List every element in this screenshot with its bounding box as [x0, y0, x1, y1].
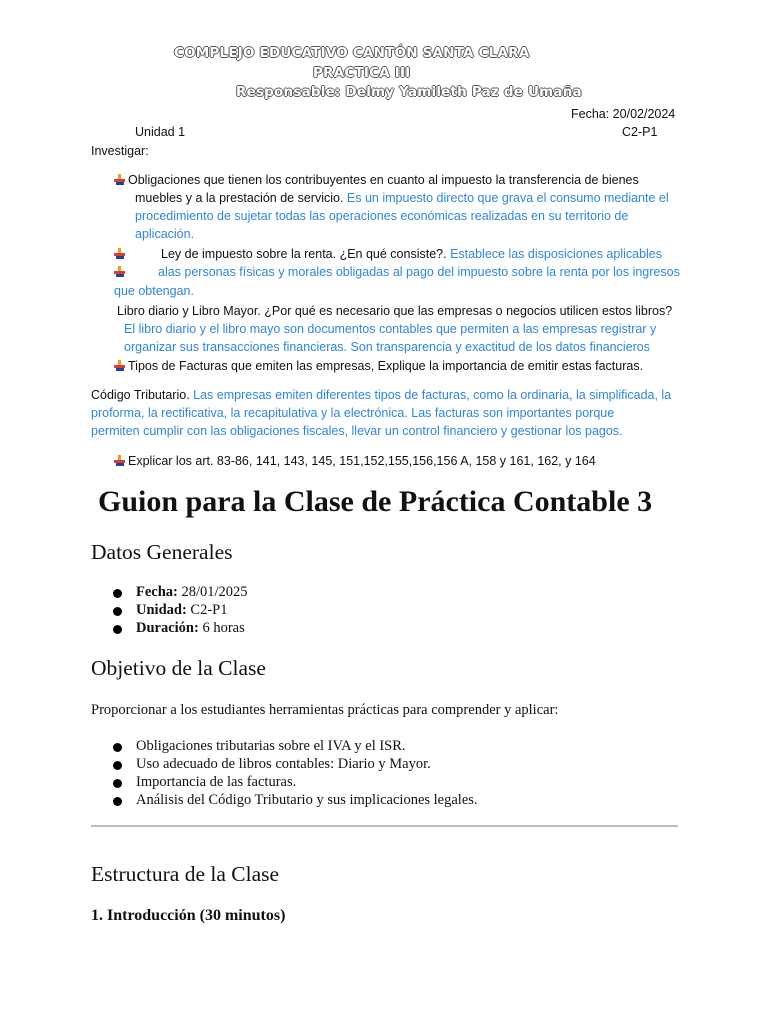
codigo-tributario-line1: Código Tributario. Las empresas emiten diferentes tipos de facturas, como la ordinaria, la simplificada, la — [91, 388, 672, 402]
item-renta — [114, 245, 128, 263]
answer-libros-line2: organizar sus transacciones financieras. Son transparencia y exactitud de los datos financieros — [124, 340, 650, 354]
codigo-tributario-line2: proforma, la rectificativa, la recapitulativa y la electrónica. Las facturas son importantes porque — [91, 406, 615, 420]
objetivos-list — [91, 737, 478, 809]
horizontal-divider — [91, 825, 678, 827]
item-renta-bullet2 — [114, 263, 128, 281]
practice-title: PRACTICA III — [313, 65, 411, 81]
item-renta-question: Ley de impuesto sobre la renta. ¿En qué consiste?. Establece las disposiciones aplicables — [161, 247, 663, 261]
list-item: Duración: 6 horas — [91, 619, 248, 637]
answer-libros-line1: El libro diario y el libro mayo son documentos contables que permiten a las empresas registrar y — [124, 322, 657, 336]
bullet-dot-icon — [113, 625, 122, 634]
responsible-line: Responsable: Delmy Yamileth Paz de Umaña — [236, 84, 582, 100]
list-item: Unidad: C2-P1 — [91, 601, 248, 619]
answer-obligaciones-line3: procedimiento de sujetar todas las operaciones económicas realizadas en su territorio de — [135, 209, 629, 223]
item-libros-question: Libro diario y Libro Mayor. ¿Por qué es necesario que las empresas o negocios utilicen estos libros? — [117, 304, 673, 318]
objetivo-text: Proporcionar a los estudiantes herramientas prácticas para comprender y aplicar: — [91, 702, 559, 718]
unit-label: Unidad 1 — [135, 125, 186, 139]
list-item: Análisis del Código Tributario y sus implicaciones legales. — [91, 791, 478, 809]
bullet-dot-icon — [113, 589, 122, 598]
item-obligaciones: Obligaciones que tienen los contribuyentes en cuanto al impuesto la transferencia de bienes — [114, 171, 639, 189]
codigo-tributario-line3: permiten cumplir con las obligaciones fiscales, llevar un control financiero y gestionar los pagos. — [91, 424, 623, 438]
bullet-flag-icon — [114, 248, 125, 259]
investigar-label: Investigar: — [91, 144, 149, 158]
bullet-dot-icon — [113, 761, 122, 770]
list-item: Obligaciones tributarias sobre el IVA y el ISR. — [91, 737, 478, 755]
answer-renta-line3: que obtengan. — [114, 284, 194, 298]
list-item: Importancia de las facturas. — [91, 773, 478, 791]
datos-heading: Datos Generales — [91, 540, 233, 564]
bullet-flag-icon — [114, 266, 125, 277]
answer-renta-line2: alas personas físicas y morales obligadas al pago del impuesto sobre la renta por los ingresos — [158, 265, 680, 279]
bullet-flag-icon — [114, 174, 125, 185]
bullet-flag-icon — [114, 360, 125, 371]
bullet-flag-icon — [114, 455, 125, 466]
list-item: Fecha: 28/01/2025 — [91, 583, 248, 601]
objetivo-heading: Objetivo de la Clase — [91, 656, 266, 680]
bullet-dot-icon — [113, 779, 122, 788]
bullet-dot-icon — [113, 743, 122, 752]
intro-heading: 1. Introducción (30 minutos) — [91, 907, 286, 924]
list-item: Uso adecuado de libros contables: Diario y Mayor. — [91, 755, 478, 773]
estructura-heading: Estructura de la Clase — [91, 862, 280, 886]
bullet-dot-icon — [113, 607, 122, 616]
datos-list — [91, 583, 248, 637]
code-label: C2-P1 — [622, 125, 658, 139]
item-obligaciones-line2: muebles y a la prestación de servicio. Es un impuesto directo que grava el consumo mediante el — [135, 191, 669, 205]
date-label: Fecha: 20/02/2024 — [571, 107, 676, 121]
item-facturas: Tipos de Facturas que emiten las empresas, Explique la importancia de emitir estas facturas. — [114, 357, 643, 375]
bullet-dot-icon — [113, 797, 122, 806]
item-articulos: Explicar los art. 83-86, 141, 143, 145, 151,152,155,156,156 A, 158 y 161, 162, y 164 — [114, 452, 596, 470]
school-name: COMPLEJO EDUCATIVO CANTÓN SANTA CLARA — [174, 45, 530, 61]
answer-obligaciones-line4: aplicación. — [135, 227, 195, 241]
guion-title: Guion para la Clase de Práctica Contable 3 — [98, 485, 653, 518]
